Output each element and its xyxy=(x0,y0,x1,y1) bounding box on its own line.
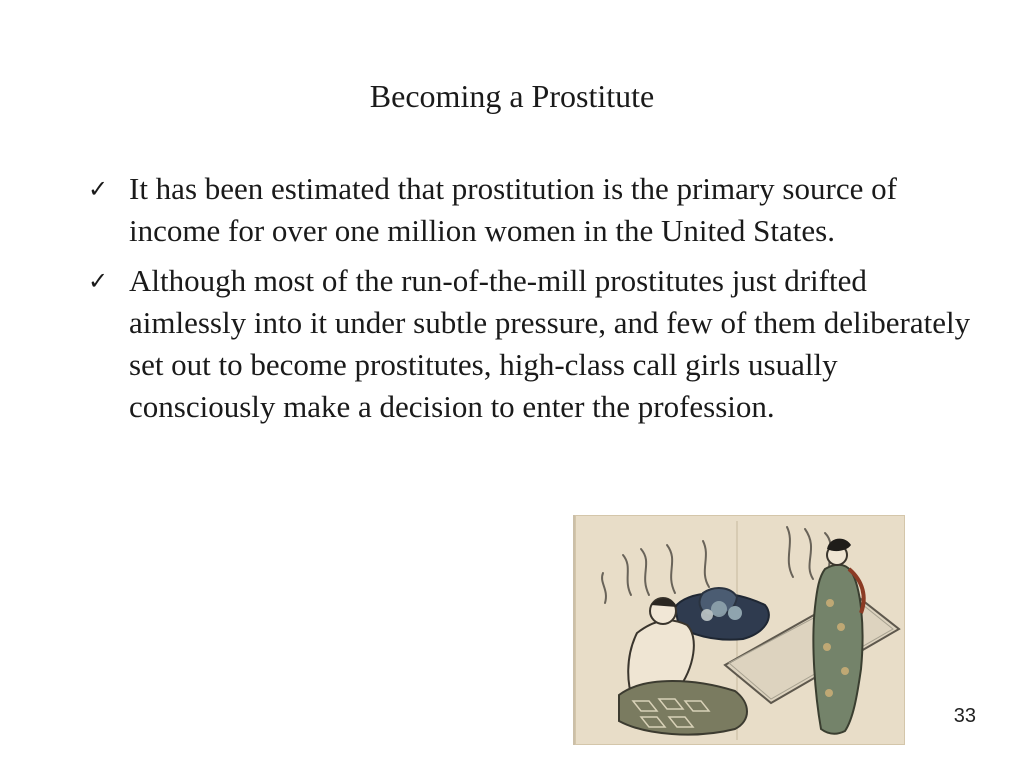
bullet-item xyxy=(88,168,988,252)
page-number: 33 xyxy=(953,705,976,727)
checkmark-icon: ✓ xyxy=(88,175,109,203)
artwork-illustration xyxy=(575,515,905,745)
japanese-woodblock-artwork xyxy=(573,515,905,745)
bullet-text: It has been estimated that prostitution is the primary source of income for over one million women in the United States. xyxy=(129,171,897,248)
bullet-text: Although most of the run-of-the-mill prostitutes just drifted aimlessly into it under subtle pressure, and few of them deliberately set out to become prostitutes, high-class call girls usually consciously make a decision to enter the profession. xyxy=(129,263,971,424)
bullet-list xyxy=(88,168,988,436)
checkmark-icon: ✓ xyxy=(88,267,109,295)
slide-title: Becoming a Prostitute xyxy=(369,78,655,114)
bullet-item xyxy=(88,260,988,428)
